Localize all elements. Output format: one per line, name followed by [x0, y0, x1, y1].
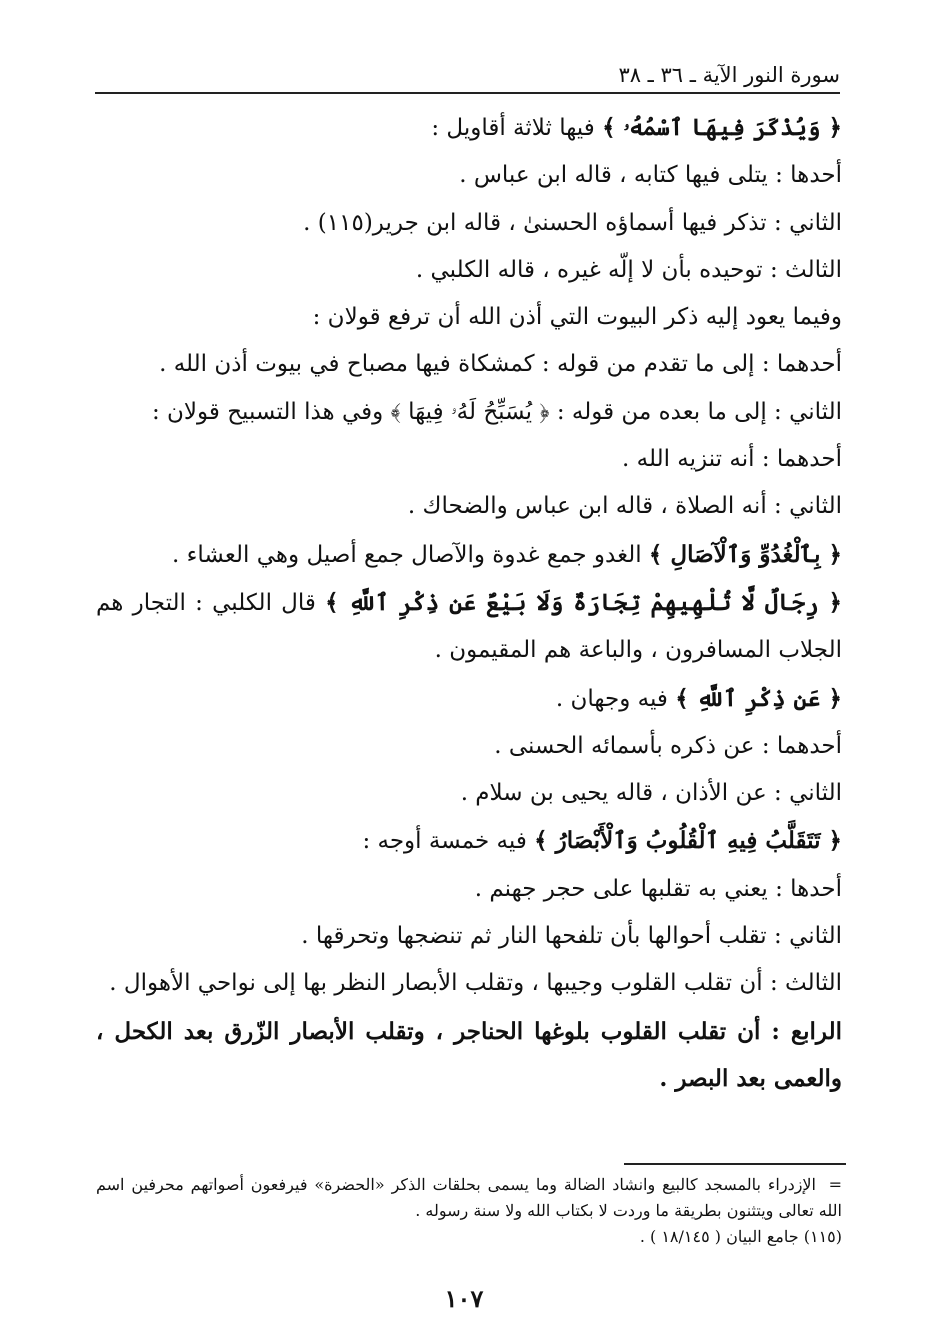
paragraph [96, 960, 842, 1007]
paragraph-text: وفيما يعود إليه ذكر البيوت التي أذن الله أن ترفع قولان : [312, 304, 842, 331]
paragraph [96, 483, 842, 530]
paragraph [96, 866, 842, 913]
paragraph [96, 152, 842, 199]
quran-verse: ﴿ عَن ذِكْرِ ٱللَّهِ ﴾ [675, 684, 842, 712]
paragraph [96, 531, 842, 579]
paragraph [96, 389, 842, 436]
paragraph-text: قال الكلبي : التجار هم الجلاب المسافرون ، والباعة هم المقيمون . [96, 589, 842, 664]
footnote-separator [624, 1163, 846, 1165]
paragraph-text: الثاني : تقلب أحوالها بأن تلفحها النار ثم تنضجها وتحرقها . [301, 923, 842, 950]
paragraph [96, 294, 842, 341]
running-header [95, 58, 840, 94]
paragraph [96, 579, 842, 675]
paragraph [96, 1008, 842, 1103]
paragraph-text: الثاني : أنه الصلاة ، قاله ابن عباس والضحاك . [407, 493, 842, 520]
paragraph [96, 675, 842, 723]
quran-verse: ﴿ تَتَقَلَّبُ فِيهِ ٱلْقُلُوبُ وَٱلْأَبْصَارُ ﴾ [534, 827, 842, 855]
footnote-115 [96, 1224, 842, 1250]
quran-verse: ﴿ رِجَالٌ لَّا تُلْهِيهِمْ تِجَارَةٌ وَلَا بَيْعٌ عَن ذِكْرِ ٱللَّهِ ﴾ [325, 588, 842, 616]
paragraph-text: أحدها : يتلى فيها كتابه ، قاله ابن عباس . [459, 162, 842, 189]
paragraph-text: فيه وجهان . [555, 685, 676, 712]
paragraph [96, 341, 842, 388]
paragraph-text: الرابع : أن تقلب القلوب بلوغها الحناجر ، وتقلب الأبصار الزّرق بعد الكحل ، والعمى بعد البصر . [96, 1017, 842, 1092]
running-title: سورة النور الآية ـ ٣٦ ـ ٣٨ [618, 63, 840, 87]
paragraph-text: الثالث : أن تقلب القلوب وجيبها ، وتقلب الأبصار النظر بها إلى نواحي الأهوال . [109, 970, 842, 997]
paragraph-text: فيها ثلاثة أقاويل : [431, 115, 603, 141]
quran-verse: ﴿ بِٱلْغُدُوِّ وَٱلْآصَالِ ﴾ [648, 540, 842, 568]
paragraph-text: أحدها : يعني به تقلبها على حجر جهنم . [474, 875, 842, 902]
paragraph [96, 723, 842, 770]
paragraph-text: أحدهما : إلى ما تقدم من قوله : كمشكاة فيها مصباح في بيوت أذن الله . [159, 351, 842, 378]
paragraph-text: أحدهما : عن ذكره بأسمائه الحسنى . [494, 732, 842, 759]
page-number: ١٠٧ [444, 1284, 484, 1313]
paragraph [96, 247, 842, 294]
paragraph [96, 913, 842, 960]
paragraph [96, 200, 842, 247]
footnote-continuation [96, 1172, 842, 1224]
paragraph-text: الثاني : تذكر فيها أسماؤه الحسنىٰ ، قاله ابن جرير(١١٥) . [303, 209, 842, 236]
footnote-text: (١١٥) جامع البيان ( ١٨/١٤٥ ) . [639, 1227, 842, 1246]
main-text [96, 104, 842, 1102]
paragraph-text: الثاني : عن الأذان ، قاله يحيى بن سلام . [460, 780, 842, 807]
paragraph-text: الثالث : توحيده بأن لا إلّه غيره ، قاله الكلبي . [415, 256, 842, 283]
quran-verse: ﴿ وَيُذْكَرَ فِيهَا ٱسْمُهُۥ ﴾ [602, 114, 842, 141]
paragraph-text: فيه خمسة أوجه : [362, 828, 535, 855]
footnotes [96, 1172, 842, 1250]
paragraph [96, 104, 842, 152]
footnote-text: الإزدراء بالمسجد كالبيع وانشاد الضالة وما يسمى بحلقات الذكر «الحضرة» فيرفعون أصواتهم محرفين اسم الله تعالى ويتثنون بطريقة ما وردت لا بكتاب الله ولا سنة رسوله . [96, 1175, 842, 1220]
paragraph [96, 770, 842, 817]
paragraph-text: الثاني : إلى ما بعده من قوله : ﴿ يُسَبِّحُ لَهُۥ فِيهَا ﴾ وفي هذا التسبيح قولان : [151, 398, 842, 425]
paragraph-text: أحدهما : أنه تنزيه الله . [622, 446, 842, 473]
paragraph [96, 436, 842, 483]
paragraph-text: الغدو جمع غدوة والآصال جمع أصيل وهي العشاء . [171, 541, 649, 568]
continuation-mark: = [828, 1175, 842, 1194]
paragraph [96, 817, 842, 865]
